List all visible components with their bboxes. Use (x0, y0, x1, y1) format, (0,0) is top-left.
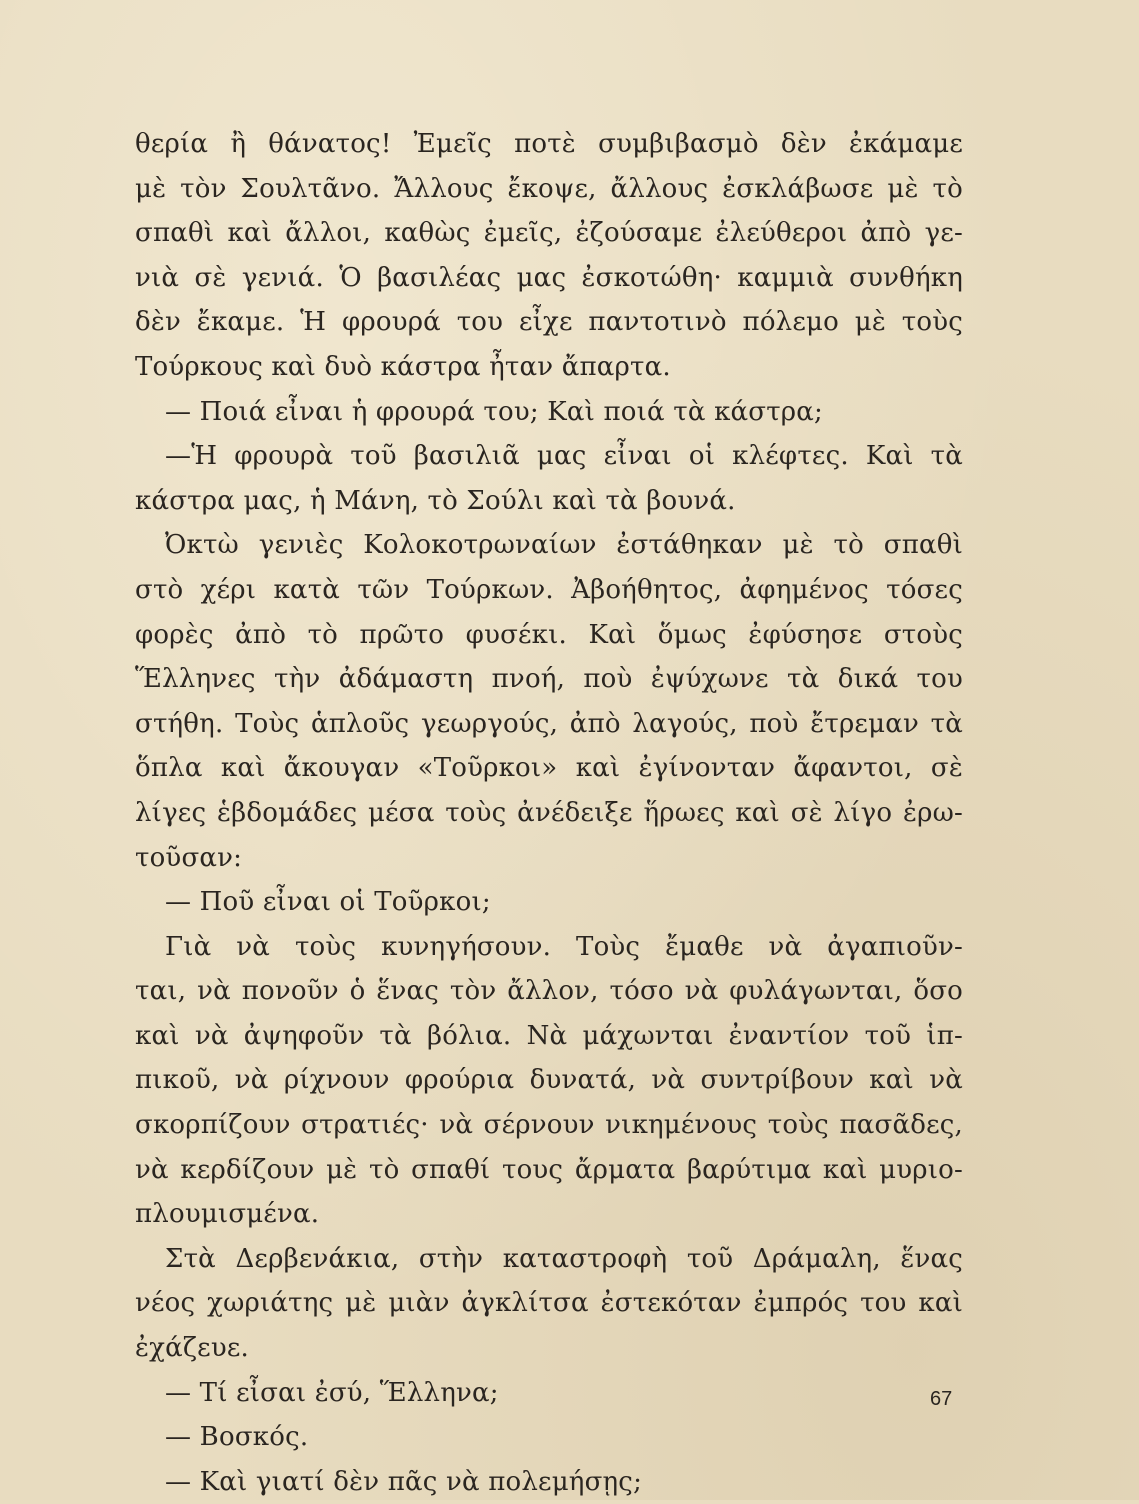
text-line: πλουμισμένα. (135, 1199, 320, 1230)
text-line: θερία ἢ θάνατος! Ἐμεῖς ποτὲ συμβιβασμὸ δὲν ἐκάμαμε (135, 129, 963, 159)
text-line: Ἕλληνες τὴν ἀδάμαστη πνοή, ποὺ ἐψύχωνε τὰ δικά του (135, 664, 963, 695)
text-line: ὅπλα καὶ ἄκουγαν «Τοῦρκοι» καὶ ἐγίνονταν ἄφαντοι, σὲ (135, 753, 963, 784)
text-line: σκορπίζουν στρατιές· νὰ σέρνουν νικημένους τοὺς πασᾶδες, (135, 1110, 963, 1141)
text-line: νέος χωριάτης μὲ μιὰν ἀγκλίτσα ἐστεκόταν ἐμπρός του καὶ (135, 1288, 963, 1319)
text-line: λίγες ἑβδομάδες μέσα τοὺς ἀνέδειξε ἥρωες καὶ σὲ λίγο ἐρω- (135, 797, 963, 828)
text-line: δὲν ἔκαμε. Ἡ φρουρά του εἶχε παντοτινὸ πόλεμο μὲ τοὺς (135, 307, 963, 338)
text-line: Ὀκτὼ γενιὲς Κολοκοτρωναίων ἐστάθηκαν μὲ τὸ σπαθὶ (165, 530, 963, 561)
text-line: κάστρα μας, ἡ Μάνη, τὸ Σούλι καὶ τὰ βουνά. (135, 485, 736, 516)
text-line: ται, νὰ πονοῦν ὁ ἕνας τὸν ἄλλον, τόσο νὰ φυλάγωνται, ὅσο (135, 976, 963, 1007)
text-line: Γιὰ νὰ τοὺς κυνηγήσουν. Τοὺς ἔμαθε νὰ ἀγαπιοῦν- (165, 931, 963, 962)
text-line: τοῦσαν: (135, 842, 243, 873)
page-number: 67 (930, 1388, 953, 1410)
text-line: — Καὶ γιατί δὲν πᾶς νὰ πολεμήσῃς; (165, 1466, 643, 1497)
text-line: πικοῦ, νὰ ρίχνουν φρούρια δυνατά, νὰ συντρίβουν καὶ νὰ (135, 1065, 963, 1096)
text-line: — Τί εἶσαι ἐσύ, Ἕλληνα; (165, 1377, 499, 1408)
text-line: νιὰ σὲ γενιά. Ὁ βασιλέας μας ἐσκοτώθη· καμμιὰ συνθήκη (135, 262, 963, 293)
text-line: σπαθὶ καὶ ἄλλοι, καθὼς ἐμεῖς, ἐζούσαμε ἐλεύθεροι ἀπὸ γε- (135, 218, 963, 249)
body-text (135, 122, 963, 1504)
text-line: στήθη. Τοὺς ἁπλοῦς γεωργούς, ἀπὸ λαγούς, ποὺ ἔτρεμαν τὰ (135, 708, 963, 739)
text-line: Τούρκους καὶ δυὸ κάστρα ἦταν ἄπαρτα. (135, 351, 671, 382)
text-line: —Ἡ φρουρὰ τοῦ βασιλιᾶ μας εἶναι οἱ κλέφτες. Καὶ τὰ (165, 441, 963, 472)
text-line: καὶ νὰ ἀψηφοῦν τὰ βόλια. Νὰ μάχωνται ἐναντίον τοῦ ἱπ- (135, 1020, 963, 1051)
text-line: νὰ κερδίζουν μὲ τὸ σπαθί τους ἄρματα βαρύτιμα καὶ μυριο- (135, 1154, 963, 1185)
text-line: μὲ τὸν Σουλτᾶνο. Ἄλλους ἔκοψε, ἄλλους ἐσκλάβωσε μὲ τὸ (135, 173, 963, 204)
text-line: — Ποιά εἶναι ἡ φρουρά του; Καὶ ποιά τὰ κάστρα; (165, 396, 824, 427)
text-line: ἐχάζευε. (135, 1333, 249, 1364)
text-line: — Ποῦ εἶναι οἱ Τοῦρκοι; (165, 887, 491, 918)
text-line: Στὰ Δερβενάκια, στὴν καταστροφὴ τοῦ Δράμαλη, ἕνας (165, 1243, 963, 1274)
text-line: στὸ χέρι κατὰ τῶν Τούρκων. Ἀβοήθητος, ἀφημένος τόσες (135, 574, 963, 605)
text-line: φορὲς ἀπὸ τὸ πρῶτο φυσέκι. Καὶ ὅμως ἐφύσησε στοὺς (135, 619, 963, 650)
text-line: — Βοσκός. (165, 1422, 309, 1453)
